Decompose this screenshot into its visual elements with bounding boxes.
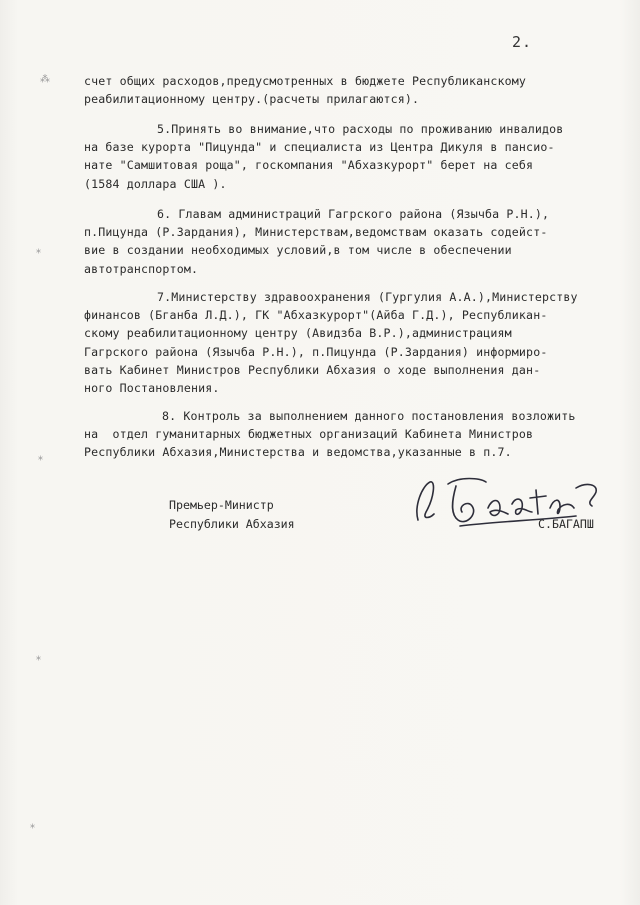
text-line: 8. Контроль за выполнением данного постановления возложить [162, 409, 576, 423]
text-line: 6. Главам администраций Гагрского района (Язычба Р.Н.), [157, 207, 550, 221]
text-line: 7.Министерству здравоохранения (Гургулия А.А.),Министерству [157, 290, 578, 304]
page-number: 2. [512, 33, 533, 51]
signatory-title: Республики Абхазия [169, 517, 295, 531]
margin-mark: ⁎ [30, 820, 35, 831]
text-line: ного Постановления. [84, 381, 220, 395]
margin-mark: ⁎ [38, 452, 43, 463]
text-line: вать Кабинет Министров Республики Абхазия о ходе выполнения дан- [84, 363, 541, 377]
text-line: на базе курорта "Пицунда" и специалиста из Центра Дикуля в пансио- [84, 140, 555, 154]
text-line: Гагрского района (Язычба Р.Н.), п.Пицунда (Р.Зардания) информиро- [84, 345, 548, 359]
signatory-title: Премьер-Министр [169, 498, 274, 512]
signatory-name: С.БАГАПШ [538, 517, 594, 531]
text-line: нате "Самшитовая роща", госкомпания "Абхазкурорт" берет на себя [84, 158, 534, 172]
text-line: п.Пицунда (Р.Зардания), Министерствам,ведомствам оказать содейст- [84, 225, 548, 239]
text-line: финансов (Бганба Л.Д.), ГК "Абхазкурорт"(Айба Г.Д.), Республикан- [84, 308, 548, 322]
text-line: на отдел гуманитарных бюджетных организаций Кабинета Министров [84, 427, 534, 441]
text-line: 5.Принять во внимание,что расходы по проживанию инвалидов [157, 122, 564, 136]
text-line: автотранспортом. [84, 262, 199, 276]
text-line: (1584 доллара США ). [84, 177, 227, 191]
text-line: скому реабилитационному центру (Авидзба В.Р.),администрациям [84, 326, 512, 340]
text-line: вие в создании необходимых условий,в том числе в обеспечении [84, 243, 512, 257]
text-line: реабилитационному центру.(расчеты прилагаются). [84, 92, 420, 106]
text-line: счет общих расходов,предусмотренных в бюджете Республиканскому [84, 74, 527, 88]
margin-mark: ⁂ [40, 74, 50, 85]
text-line: Республики Абхазия,Министерства и ведомства,указанные в п.7. [84, 445, 512, 459]
margin-mark: ⁎ [36, 652, 41, 663]
margin-mark: ⁎ [36, 245, 41, 256]
